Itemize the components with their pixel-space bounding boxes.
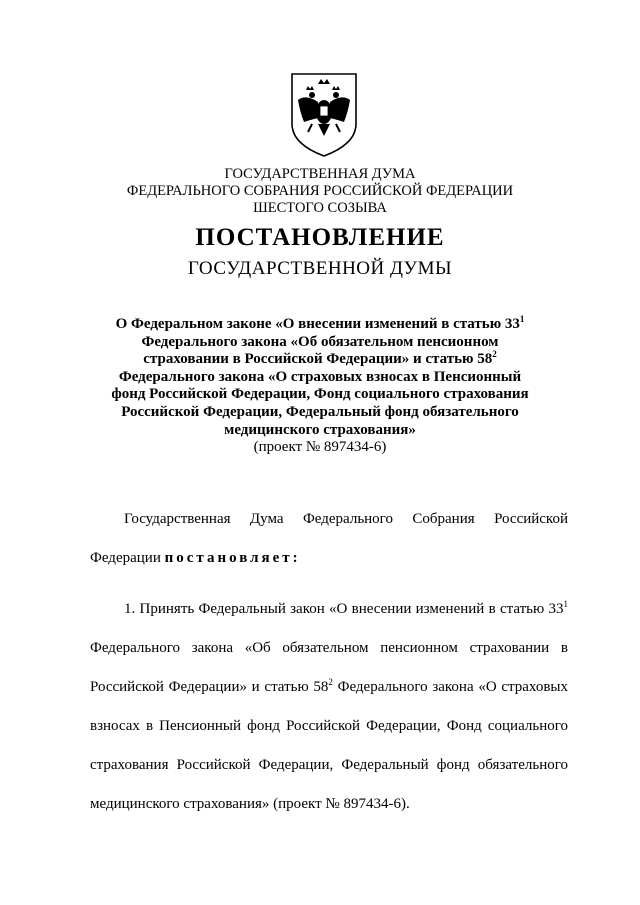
project-number: (проект № 897434-6) <box>253 439 387 456</box>
document-title: ПОСТАНОВЛЕНИЕ <box>195 224 445 251</box>
item-1-superscript-2: 2 <box>328 677 333 687</box>
header-line-assembly: ФЕДЕРАЛЬНОГО СОБРАНИЯ РОССИЙСКОЙ ФЕДЕРАЦИИ <box>126 183 514 199</box>
item-1-part-2: Федерального закона «Об обязательном пенсионном страховании в Российской Федерации» и статью 58 <box>90 640 568 695</box>
header-line-convocation: ШЕСТОГО СОЗЫВА <box>253 200 387 216</box>
subject-superscript-1: 1 <box>519 314 525 324</box>
paragraph-preamble <box>90 500 568 578</box>
subject-part-1: О Федеральном законе «О внесении изменений в статью 33 <box>115 316 520 332</box>
preamble-text: Государственная Дума Федерального Собрания Российской Федерации <box>90 511 568 566</box>
paragraph-item-1 <box>90 590 568 824</box>
document-subject <box>100 316 540 457</box>
document-subtitle: ГОСУДАРСТВЕННОЙ ДУМЫ <box>187 258 453 279</box>
item-1-superscript-1: 1 <box>563 599 568 609</box>
preamble-decision: постановляет: <box>164 550 301 566</box>
item-1-part-3: Федерального закона «О страховых взносах в Пенсионный фонд Российской Федерации, Фонд социального страхования Российской Федерации, Федеральный фонд обязательного медицинского страхования» (проект № 897434-6). <box>90 679 569 812</box>
coat-of-arms-emblem-icon <box>290 72 358 158</box>
subject-part-3: Федерального закона «О страховых взносах в Пенсионный фонд Российской Федерации, Фонд социального страхования Российской Федерации, Федеральный фонд обязательного медицинского страхования» <box>111 368 529 438</box>
subject-superscript-2: 2 <box>492 349 497 360</box>
subject-part-2: Федерального закона «Об обязательном пенсионном страховании в Российской Федерации» и статью 58 <box>141 333 499 368</box>
item-1-part-1: 1. Принять Федеральный закон «О внесении изменений в статью 33 <box>124 601 564 617</box>
header-line-duma: ГОСУДАРСТВЕННАЯ ДУМА <box>224 166 416 182</box>
